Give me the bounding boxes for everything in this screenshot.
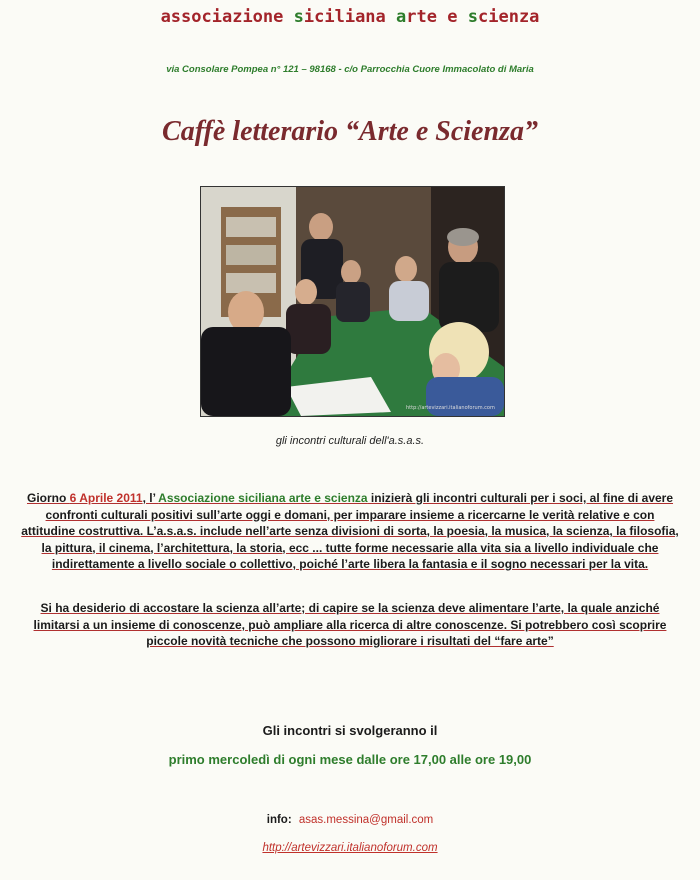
info-label: info: [266, 814, 292, 826]
event-heading: Caffè letterario “Arte e Scienza” [162, 116, 538, 147]
science-art-paragraph: Si ha desiderio di accostare la scienza all’arte; di capire se la scienza deve alimentare l’arte, la quale anziché limitarsi a un insieme di conoscenze, può ampliare alla ricerca di altre conoscenze. Si potrebbero così scoprire piccole novità tecniche che possono migliorare i risultati del “fare arte” [33, 601, 667, 648]
meeting-schedule: primo mercoledì di ogni mese dalle ore 17,00 alle ore 19,00 [168, 752, 532, 767]
website-link[interactable]: http://artevizzari.italianoforum.com [262, 842, 438, 854]
association-title: associazione siciliana arte e scienza [160, 7, 540, 27]
address-line: via Consolare Pompea n° 121 – 98168 - c/o Parrocchia Cuore Immacolato di Maria [166, 64, 534, 75]
association-name: Associazione siciliana arte e scienza [158, 491, 368, 505]
intro-paragraph: Giorno 6 Aprile 2011, l’ Associazione siciliana arte e scienza inizierà gli incontri culturali per i soci, al fine di avere confronti culturali positivi sull’arte oggi e domani, per imparare insieme a ricercarne le verità relative e con attitudine costruttiva. L’a.s.a.s. include nell’arte senza divisioni di sorta, la poesia, la musica, la scienza, la filosofia, la pittura, il cinema, l’architettura, la storia, ecc ... tutte forme necessarie alla vita sia a livello individuale che indirettamente a livello sociale o collettivo, poiché l’arte libera la fantasia e il sogno necessari per la vita. [21, 491, 679, 571]
contact-info [0, 814, 700, 826]
meeting-photo-illustration [201, 187, 504, 416]
email-link[interactable]: asas.messina@gmail.com [298, 814, 434, 826]
photo-watermark: http://artevizzari.italianoforum.com [406, 405, 495, 411]
photo-caption: gli incontri culturali dell'a.s.a.s. [275, 435, 425, 447]
meeting-photo [200, 186, 505, 417]
event-date: 6 Aprile 2011 [69, 491, 143, 505]
meeting-intro: Gli incontri si svolgeranno il [262, 723, 438, 738]
